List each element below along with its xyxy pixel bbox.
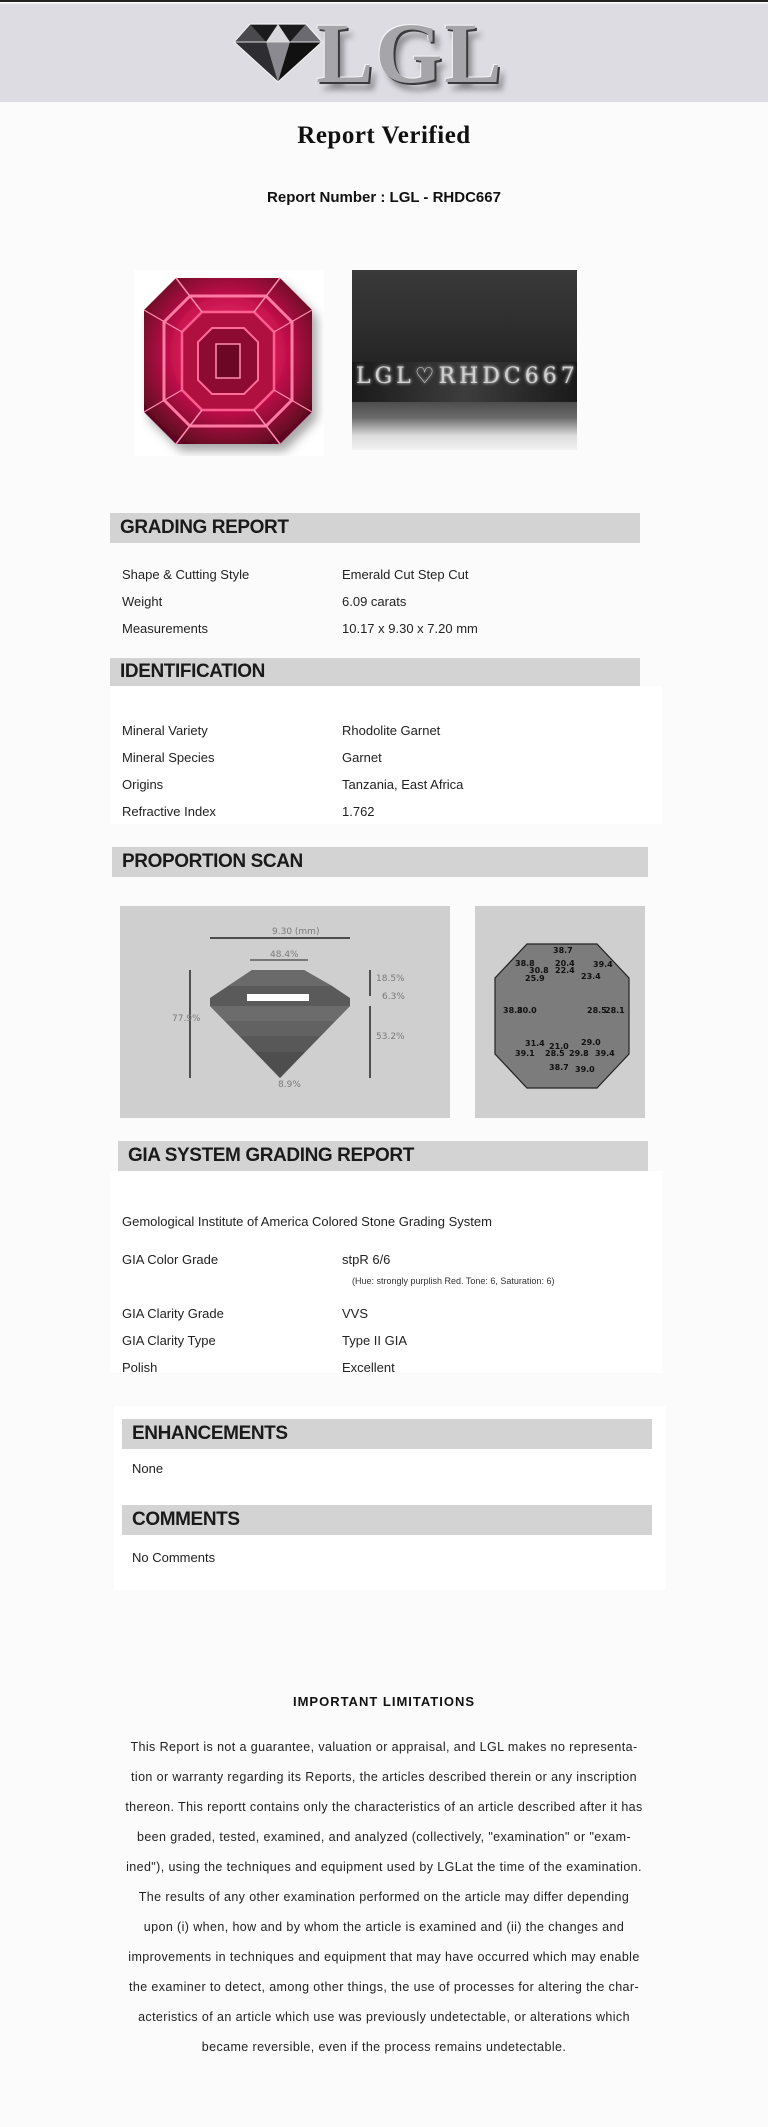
width-label: 9.30 (mm) (272, 927, 320, 937)
facet-value: 23.4 (581, 972, 601, 981)
diamond-icon (232, 20, 324, 84)
shape-value: Emerald Cut Step Cut (342, 567, 469, 582)
top-view-diagram (475, 906, 645, 1118)
gem-photo (134, 270, 324, 456)
refractive-index-value: 1.762 (342, 804, 375, 819)
gia-subtitle: Gemological Institute of America Colored Stone Grading System (122, 1214, 492, 1229)
facet-value: 29.0 (581, 1038, 601, 1047)
gia-color-note: (Hue: strongly purplish Red. Tone: 6, Saturation: 6) (352, 1276, 555, 1286)
facet-value: 39.4 (595, 1049, 615, 1058)
mineral-variety-value: Rhodolite Garnet (342, 723, 441, 738)
inscription-photo (352, 270, 577, 450)
limitations-line: tion or warranty regarding its Reports, the articles described therein or any inscription (131, 1770, 637, 1784)
identification-panel (110, 686, 662, 824)
gia-clarity-type-value: Type II GIA (342, 1333, 408, 1348)
facet-value: 20.4 (555, 959, 575, 968)
polish-label: Polish (122, 1360, 158, 1375)
grading-report-panel (110, 543, 662, 653)
gia-clarity-grade-label: GIA Clarity Grade (122, 1306, 224, 1321)
grading-report-heading: GRADING REPORT (110, 513, 640, 543)
facet-value: 38.8 (503, 1006, 523, 1015)
facet-value: 39.4 (593, 960, 613, 969)
gia-clarity-type-label: GIA Clarity Type (122, 1333, 216, 1348)
profile-diagram (120, 906, 450, 1118)
enhancements-value: None (132, 1461, 164, 1476)
measurements-value: 10.17 x 9.30 x 7.20 mm (342, 621, 478, 636)
crown-pct-label: 18.5% (376, 974, 405, 984)
refractive-index-label: Refractive Index (122, 804, 216, 819)
shape-label: Shape & Cutting Style (122, 567, 250, 582)
facet-value: 39.1 (515, 1049, 535, 1058)
proportion-scan-heading: PROPORTION SCAN (112, 847, 648, 877)
mineral-species-value: Garnet (342, 750, 382, 765)
facet-value: 28.5 (587, 1006, 607, 1015)
limitations-body (118, 1732, 650, 2062)
weight-value: 6.09 carats (342, 594, 407, 609)
facet-value: 31.4 (525, 1039, 545, 1048)
limitations-line: improvements in techniques and equipment that may have occurred which may enable (128, 1950, 640, 1964)
limitations-line: became reversible, even if the process remains undetectable. (201, 2040, 567, 2054)
facet-value: 39.0 (575, 1065, 595, 1074)
report-number: Report Number : LGL - RHDC667 (267, 189, 501, 206)
pavilion-pct-label: 53.2% (376, 1032, 405, 1042)
identification-heading: IDENTIFICATION (110, 658, 640, 686)
limitations-line: been graded, tested, examined, and analyzed (collectively, "examination" or "exam- (136, 1830, 632, 1844)
gia-clarity-grade-value: VVS (342, 1306, 369, 1321)
origins-label: Origins (122, 777, 164, 792)
comments-value: No Comments (132, 1550, 216, 1565)
facet-value: 30.0 (517, 1006, 537, 1015)
facet-value: 28.5 (545, 1049, 565, 1058)
enhancements-heading: ENHANCEMENTS (122, 1419, 652, 1449)
facet-value: 29.8 (569, 1049, 589, 1058)
limitations-line: acteristics of an article which use was previously undetectable, or alterations which (138, 2010, 630, 2024)
facet-value: 22.4 (555, 966, 575, 975)
gia-report-heading: GIA SYSTEM GRADING REPORT (118, 1141, 648, 1171)
limitations-line: upon (i) when, how and by whom the article is examined and (ii) the changes and (143, 1920, 625, 1934)
mineral-variety-label: Mineral Variety (122, 723, 208, 738)
depth-pct-label: 77.9% (172, 1014, 201, 1024)
girdle-pct-label: 6.3% (382, 992, 405, 1002)
gia-report-panel (110, 1171, 662, 1373)
facet-value: 30.8 (529, 966, 549, 975)
page-title: Report Verified (297, 122, 471, 149)
mineral-species-label: Mineral Species (122, 750, 215, 765)
limitations-line: The results of any other examination performed on the article may differ depending (138, 1890, 630, 1904)
polish-value: Excellent (342, 1360, 395, 1375)
facet-value: 38.8 (515, 959, 535, 968)
facet-value: 28.1 (605, 1006, 625, 1015)
laser-inscription: LGL♡RHDC667 (356, 364, 579, 389)
limitations-line: This Report is not a guarantee, valuation or appraisal, and LGL makes no representa- (130, 1740, 638, 1754)
limitations-line: the examiner to detect, among other things, the use of processes for altering the char- (128, 1980, 640, 1994)
facet-value: 25.9 (525, 974, 545, 983)
facet-value: 38.7 (549, 1063, 569, 1072)
logo-text: LGL (316, 5, 504, 101)
limitations-line: ined"), using the techniques and equipment used by LGLat the time of the examination. (126, 1860, 642, 1874)
weight-label: Weight (122, 594, 163, 609)
limitations-heading: IMPORTANT LIMITATIONS (292, 1694, 476, 1709)
gia-color-grade-label: GIA Color Grade (122, 1252, 219, 1267)
table-pct-label: 48.4% (270, 950, 299, 960)
gia-color-grade-value: stpR 6/6 (342, 1252, 391, 1267)
facet-value: 38.7 (553, 946, 573, 955)
origins-value: Tanzania, East Africa (342, 777, 464, 792)
facet-value: 21.0 (549, 1042, 569, 1051)
comments-heading: COMMENTS (122, 1505, 652, 1535)
culet-pct-label: 8.9% (278, 1080, 301, 1090)
measurements-label: Measurements (122, 621, 208, 636)
limitations-line: thereon. This reportt contains only the characteristics of an article described after it has (125, 1800, 643, 1814)
lgl-logo[interactable] (232, 5, 504, 101)
